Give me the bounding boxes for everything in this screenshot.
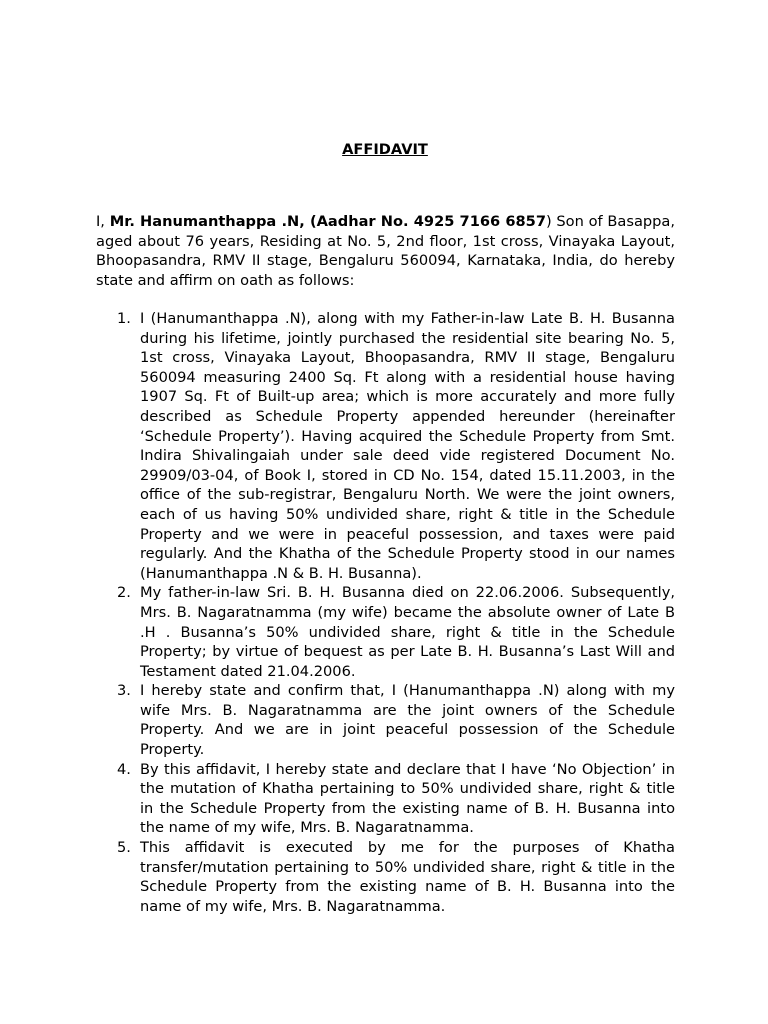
list-item-number: 3. [117,682,131,700]
list-item-number: 2. [117,584,131,602]
list-item-text: This affidavit is executed by me for the purposes of Khatha transfer/mutation pertaining to 50% undivided share, right & title in the Schedule Property from the existing name of B. H. Busanna into the name of my wife, Mrs. B. Nagaratnamma. [140,839,675,915]
list-item-number: 4. [117,760,131,778]
intro-paragraph [96,212,675,290]
list-item-text: I hereby state and confirm that, I (Hanumanthappa .N) along with my wife Mrs. B. Nagaratnamma are the joint owners of the Schedule Property. And we are in joint peaceful possession of the Schedule Property. [140,682,675,759]
list-item-text: I (Hanumanthappa .N), along with my Father-in-law Late B. H. Busanna during his lifetime, jointly purchased the residential site bearing No. 5, 1st cross, Vinayaka Layout, Bhoopasandra, RMV II stage, Bengaluru 560094 measuring 2400 Sq. Ft along with a residential house having 1907 Sq. Ft of Built-up area; which is more accurately and more fully described as Schedule Property appended hereunder (hereinafter ‘Schedule Property’). Having acquired the Schedule Property from Smt. Indira Shivalingaiah under sale deed vide registered Document No. 29909/03-04, of Book I, stored in CD No. 154, dated 15.11.2003, in the office of the sub-registrar, Bengaluru North. We were the joint owners, each of us having 50% undivided share, right & title in the Schedule Property and we were in peaceful possession, and taxes were paid regularly. And the Khatha of the Schedule Property stood in our names (Hanumanthappa .N & B. H. Busanna). [140,310,675,582]
list-item-text: By this affidavit, I hereby state and declare that I have ‘No Objection’ in the mutation of Khatha pertaining to 50% undivided share, right & title in the Schedule Property from the existing name of B. H. Busanna into the name of my wife, Mrs. B. Nagaratnamma. [140,760,675,837]
list-item [96,681,675,759]
intro-name-aadhar: Mr. Hanumanthappa .N, (Aadhar No. 4925 7166 6857 [109,213,546,230]
list-item [96,760,675,838]
intro-prefix: I, [96,213,110,230]
intro-rest: ) Son of Basappa, aged about 76 years, Residing at No. 5, 2nd floor, 1st cross, Vinayaka Layout, Bhoopasandra, RMV II stage, Bengaluru 560094, Karnataka, India, do hereby state and affirm on oath as follows: [96,213,675,289]
affidavit-statements [96,309,675,916]
list-item-number: 5. [117,839,131,857]
list-item-number: 1. [117,310,131,327]
list-item [96,838,675,916]
list-item [96,309,675,583]
list-item [96,583,675,681]
document-title: AFFIDAVIT [342,141,428,158]
list-item-text: My father-in-law Sri. B. H. Busanna died on 22.06.2006. Subsequently, Mrs. B. Nagaratnamma (my wife) became the absolute owner of Late B .H . Busanna’s 50% undivided share, right & title in the Schedule Property; by virtue of bequest as per Late B. H. Busanna’s Last Will and Testament dated 21.04.2006. [140,584,675,680]
